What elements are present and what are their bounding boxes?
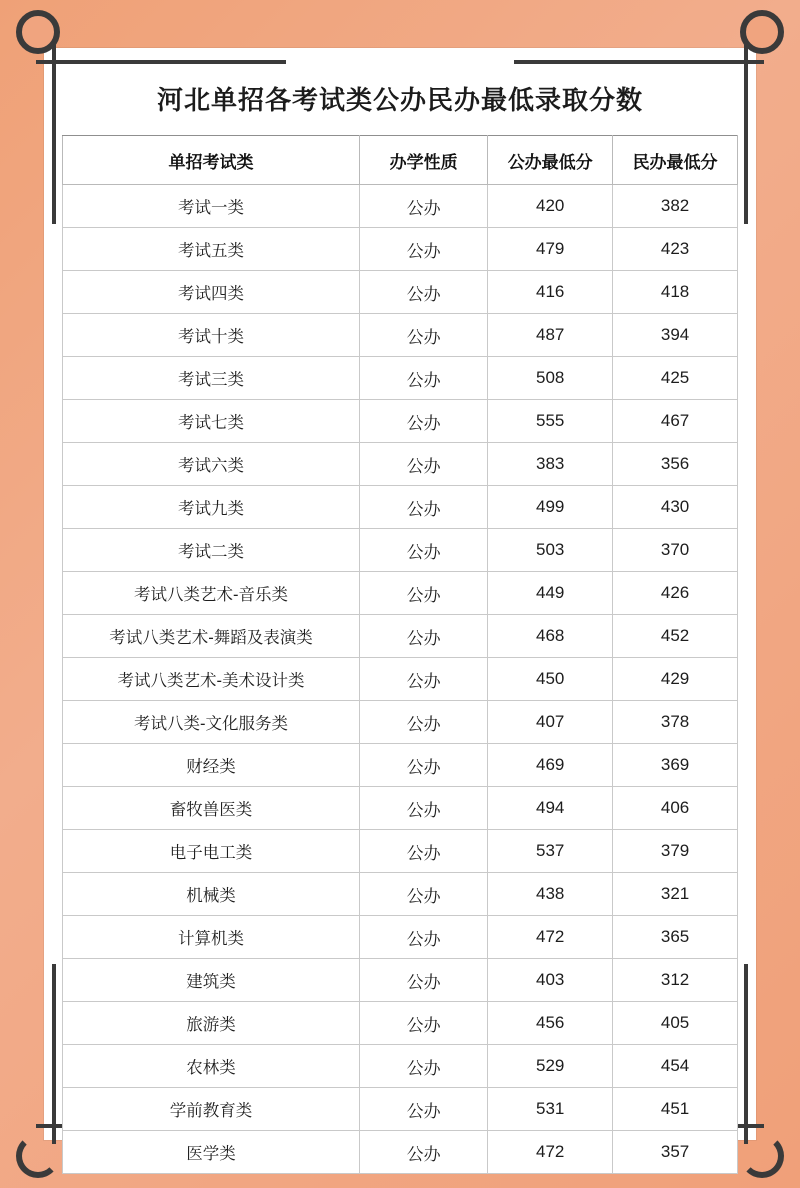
cell-exam-type: 考试六类 xyxy=(63,443,360,486)
cell-public-min: 450 xyxy=(488,658,613,701)
cell-school-type: 公办 xyxy=(360,615,488,658)
cell-public-min: 531 xyxy=(488,1088,613,1131)
cell-school-type: 公办 xyxy=(360,658,488,701)
cell-public-min: 472 xyxy=(488,1131,613,1174)
cell-private-min: 467 xyxy=(613,400,738,443)
cell-public-min: 537 xyxy=(488,830,613,873)
cell-school-type: 公办 xyxy=(360,744,488,787)
table-row xyxy=(63,959,738,1002)
cell-school-type: 公办 xyxy=(360,271,488,314)
cell-private-min: 370 xyxy=(613,529,738,572)
cell-school-type: 公办 xyxy=(360,873,488,916)
cell-school-type: 公办 xyxy=(360,486,488,529)
cell-public-min: 438 xyxy=(488,873,613,916)
cell-exam-type: 财经类 xyxy=(63,744,360,787)
cell-exam-type: 旅游类 xyxy=(63,1002,360,1045)
table-row xyxy=(63,271,738,314)
table-row xyxy=(63,1131,738,1174)
table-body xyxy=(63,185,738,1174)
cell-private-min: 430 xyxy=(613,486,738,529)
cell-public-min: 420 xyxy=(488,185,613,228)
cell-exam-type: 农林类 xyxy=(63,1045,360,1088)
table-row xyxy=(63,400,738,443)
column-header-school-type: 办学性质 xyxy=(360,136,488,185)
table-row xyxy=(63,185,738,228)
cell-school-type: 公办 xyxy=(360,701,488,744)
cell-school-type: 公办 xyxy=(360,1088,488,1131)
cell-school-type: 公办 xyxy=(360,572,488,615)
cell-school-type: 公办 xyxy=(360,787,488,830)
cell-exam-type: 计算机类 xyxy=(63,916,360,959)
cell-private-min: 379 xyxy=(613,830,738,873)
cell-school-type: 公办 xyxy=(360,314,488,357)
cell-public-min: 529 xyxy=(488,1045,613,1088)
decor-ring-bottom-left-icon xyxy=(16,1134,60,1178)
cell-public-min: 487 xyxy=(488,314,613,357)
cell-public-min: 494 xyxy=(488,787,613,830)
cell-public-min: 472 xyxy=(488,916,613,959)
cell-private-min: 356 xyxy=(613,443,738,486)
table-row xyxy=(63,873,738,916)
cell-exam-type: 考试四类 xyxy=(63,271,360,314)
cell-exam-type: 机械类 xyxy=(63,873,360,916)
cell-private-min: 357 xyxy=(613,1131,738,1174)
table-row xyxy=(63,701,738,744)
cell-private-min: 454 xyxy=(613,1045,738,1088)
page-title: 河北单招各考试类公办民办最低录取分数 xyxy=(156,85,643,115)
cell-private-min: 451 xyxy=(613,1088,738,1131)
cell-public-min: 407 xyxy=(488,701,613,744)
poster-content xyxy=(44,48,756,1164)
cell-school-type: 公办 xyxy=(360,529,488,572)
cell-private-min: 452 xyxy=(613,615,738,658)
cell-exam-type: 建筑类 xyxy=(63,959,360,1002)
cell-public-min: 503 xyxy=(488,529,613,572)
cell-school-type: 公办 xyxy=(360,1131,488,1174)
cell-private-min: 423 xyxy=(613,228,738,271)
cell-private-min: 426 xyxy=(613,572,738,615)
cell-exam-type: 考试一类 xyxy=(63,185,360,228)
cell-school-type: 公办 xyxy=(360,830,488,873)
cell-exam-type: 畜牧兽医类 xyxy=(63,787,360,830)
table-row xyxy=(63,228,738,271)
cell-private-min: 382 xyxy=(613,185,738,228)
table-row xyxy=(63,1088,738,1131)
table-row xyxy=(63,916,738,959)
cell-exam-type: 医学类 xyxy=(63,1131,360,1174)
score-table xyxy=(62,135,738,1174)
cell-private-min: 425 xyxy=(613,357,738,400)
column-header-exam-type: 单招考试类 xyxy=(63,136,360,185)
cell-exam-type: 考试十类 xyxy=(63,314,360,357)
table-row xyxy=(63,615,738,658)
cell-exam-type: 考试八类艺术-舞蹈及表演类 xyxy=(63,615,360,658)
cell-school-type: 公办 xyxy=(360,357,488,400)
cell-public-min: 508 xyxy=(488,357,613,400)
cell-public-min: 456 xyxy=(488,1002,613,1045)
table-row xyxy=(63,443,738,486)
table-row xyxy=(63,1002,738,1045)
table-row xyxy=(63,830,738,873)
cell-public-min: 469 xyxy=(488,744,613,787)
table-row xyxy=(63,529,738,572)
cell-private-min: 405 xyxy=(613,1002,738,1045)
cell-public-min: 403 xyxy=(488,959,613,1002)
cell-public-min: 416 xyxy=(488,271,613,314)
cell-school-type: 公办 xyxy=(360,959,488,1002)
cell-school-type: 公办 xyxy=(360,185,488,228)
cell-school-type: 公办 xyxy=(360,443,488,486)
cell-public-min: 555 xyxy=(488,400,613,443)
cell-school-type: 公办 xyxy=(360,916,488,959)
cell-private-min: 394 xyxy=(613,314,738,357)
cell-private-min: 378 xyxy=(613,701,738,744)
cell-private-min: 369 xyxy=(613,744,738,787)
cell-public-min: 383 xyxy=(488,443,613,486)
table-row xyxy=(63,314,738,357)
cell-exam-type: 考试八类艺术-美术设计类 xyxy=(63,658,360,701)
table-header-row xyxy=(63,136,738,185)
cell-exam-type: 考试三类 xyxy=(63,357,360,400)
table-row xyxy=(63,744,738,787)
cell-school-type: 公办 xyxy=(360,228,488,271)
cell-public-min: 449 xyxy=(488,572,613,615)
table-row xyxy=(63,357,738,400)
cell-exam-type: 考试九类 xyxy=(63,486,360,529)
cell-exam-type: 考试八类艺术-音乐类 xyxy=(63,572,360,615)
cell-private-min: 365 xyxy=(613,916,738,959)
table-row xyxy=(63,658,738,701)
cell-private-min: 312 xyxy=(613,959,738,1002)
cell-private-min: 406 xyxy=(613,787,738,830)
cell-private-min: 418 xyxy=(613,271,738,314)
cell-public-min: 468 xyxy=(488,615,613,658)
column-header-public-min: 公办最低分 xyxy=(488,136,613,185)
table-row xyxy=(63,486,738,529)
cell-exam-type: 学前教育类 xyxy=(63,1088,360,1131)
cell-school-type: 公办 xyxy=(360,400,488,443)
table-row xyxy=(63,1045,738,1088)
decor-ring-bottom-right-icon xyxy=(740,1134,784,1178)
cell-exam-type: 考试八类-文化服务类 xyxy=(63,701,360,744)
cell-exam-type: 电子电工类 xyxy=(63,830,360,873)
cell-exam-type: 考试五类 xyxy=(63,228,360,271)
cell-private-min: 321 xyxy=(613,873,738,916)
cell-exam-type: 考试二类 xyxy=(63,529,360,572)
cell-private-min: 429 xyxy=(613,658,738,701)
cell-school-type: 公办 xyxy=(360,1045,488,1088)
cell-public-min: 479 xyxy=(488,228,613,271)
table-row xyxy=(63,572,738,615)
cell-public-min: 499 xyxy=(488,486,613,529)
table-row xyxy=(63,787,738,830)
column-header-private-min: 民办最低分 xyxy=(613,136,738,185)
cell-school-type: 公办 xyxy=(360,1002,488,1045)
cell-exam-type: 考试七类 xyxy=(63,400,360,443)
